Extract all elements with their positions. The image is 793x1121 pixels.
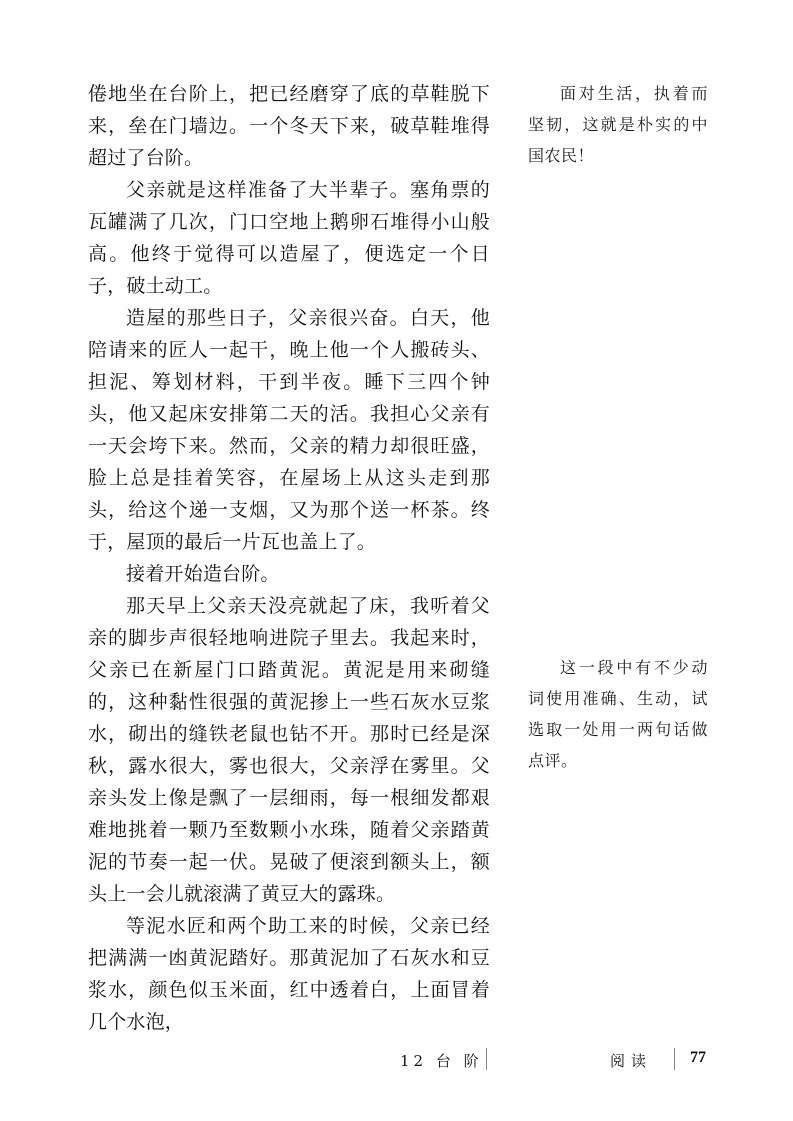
footer-divider [674,1048,675,1070]
paragraph: 那天早上父亲天没亮就起了床，我听着父亲的脚步声很轻地响进院子里去。我起来时，父亲已在新屋门口踏黄泥。黄泥是用来砌缝的，这种黏性很强的黄泥掺上一些石灰水豆浆水，砌出的缝铁老鼠也钻不开。那时已经是深秋，露水很大，雾也很大，父亲浮在雾里。父亲头发上像是飘了一层细雨，每一根细发都艰难地挑着一颗乃至数颗小水珠，随着父亲踏黄泥的节奏一起一伏。晃破了便滚到额头上，额头上一会儿就滚满了黄豆大的露珠。 [88,595,490,905]
main-text-column [88,78,490,1038]
paragraph: 等泥水匠和两个助工来的时候，父亲已经把满满一凼黄泥踏好。那黄泥加了石灰水和豆浆水，颜色似玉米面，红中透着白，上面冒着几个水泡， [88,915,490,1033]
footer-section-label: 阅读 [610,1052,653,1070]
paragraph: 倦地坐在台阶上，把已经磨穿了底的草鞋脱下来，垒在门墙边。一个冬天下来，破草鞋堆得超过了台阶。 [88,83,490,169]
margin-annotation: 这一段中有不少动词使用准确、生动，试选取一处用一两句话做点评。 [528,658,708,770]
footer-divider [486,1048,487,1070]
page-number: 77 [690,1049,706,1066]
paragraph: 父亲就是这样准备了大半辈子。塞角票的瓦罐满了几次，门口空地上鹅卵石堆得小山般高。他终于觉得可以造屋了，便选定一个日子，破土动工。 [88,179,490,297]
paragraph: 造屋的那些日子，父亲很兴奋。白天，他陪请来的匠人一起干，晚上他一个人搬砖头、担泥、筹划材料，干到半夜。睡下三四个钟头，他又起床安排第二天的活。我担心父亲有一天会垮下来。然而，父亲的精力却很旺盛，脸上总是挂着笑容，在屋场上从这头走到那头，给这个递一支烟，又为那个送一杯茶。终于，屋顶的最后一片瓦也盖上了。 [88,307,490,553]
margin-annotation: 面对生活，执着而坚韧，这就是朴实的中国农民！ [528,84,708,165]
footer-chapter-title: 12 台 阶 [400,1052,483,1070]
paragraph: 接着开始造台阶。 [126,563,280,585]
